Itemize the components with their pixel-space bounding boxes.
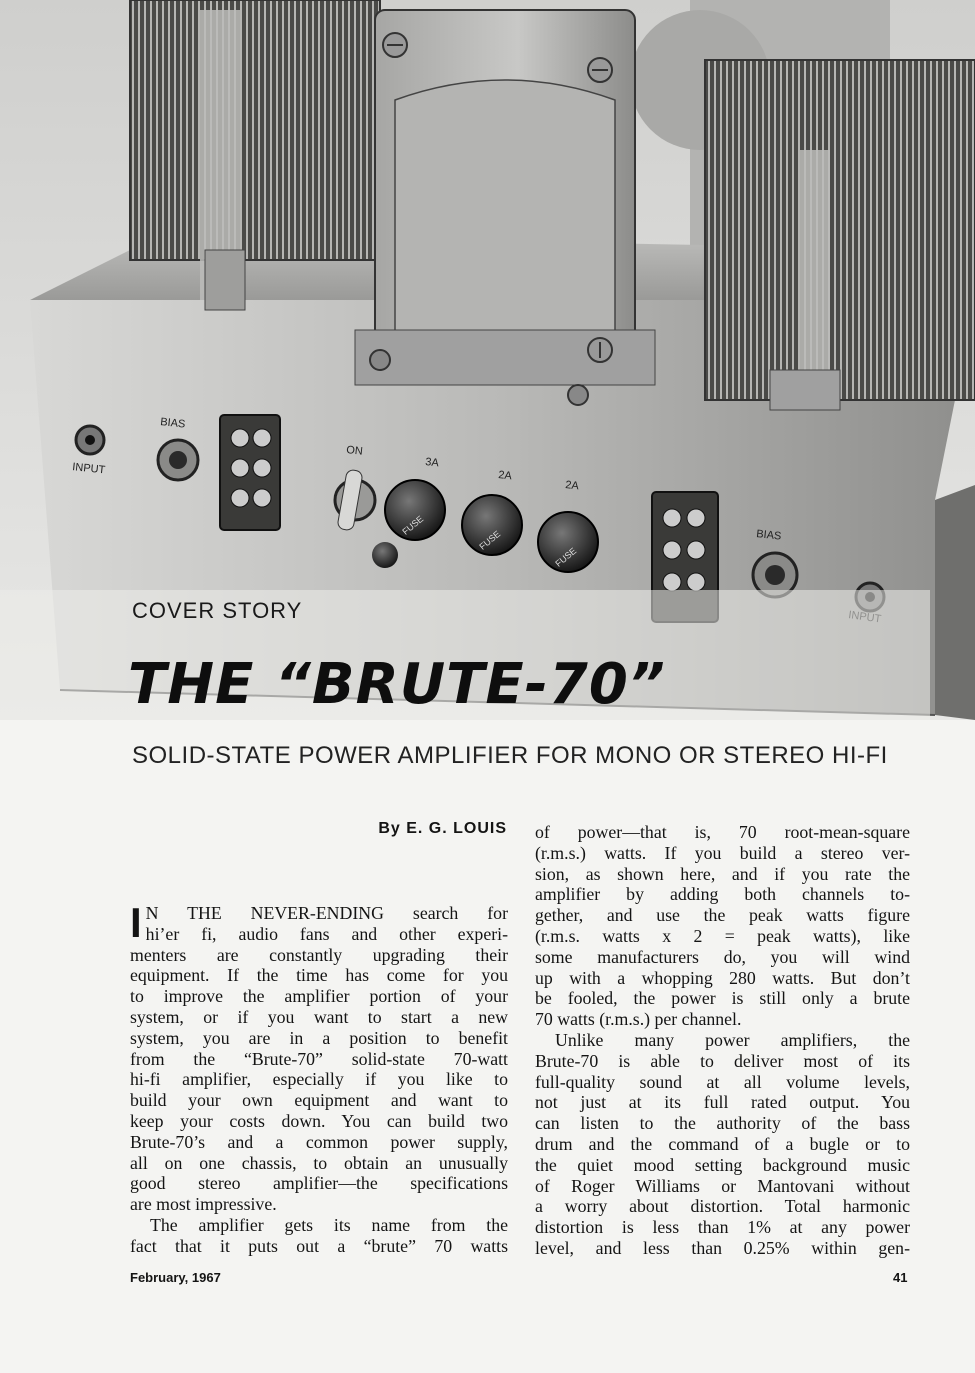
headline: THE “BRUTE-70” (128, 652, 666, 717)
label-fuse1-rating: 3A (424, 456, 440, 470)
article-column-2 (535, 822, 910, 1259)
text-line: up with a whopping 280 watts. But don’t (535, 967, 910, 988)
text-line: be fooled, the power is still only a brute (535, 988, 910, 1009)
text-line: of power—that is, 70 root-mean-square (535, 822, 910, 842)
text-line: build your own equipment and want to (130, 1090, 508, 1111)
text-line: 70 watts (r.m.s.) per channel. (535, 1009, 742, 1030)
pilot-lamp (372, 542, 398, 568)
text-line: sion, as shown here, and if you rate the (535, 863, 910, 884)
drop-cap: I (130, 899, 142, 946)
text-line: keep your costs down. You can build two (130, 1110, 508, 1131)
issue-date: February, 1967 (130, 1270, 221, 1285)
text-line: menters are constantly upgrading their (130, 944, 508, 965)
text-line: all on one chassis, to obtain an unusually (130, 1152, 508, 1173)
text-line: good stereo amplifier—the specifications (130, 1173, 508, 1194)
byline: By E. G. LOUIS (378, 820, 507, 837)
text-line: system, or if you want to start a new (130, 1006, 508, 1027)
label-fuse2-rating: 2A (497, 469, 513, 483)
text-line: Brute-70’s and a common power supply, (130, 1131, 508, 1152)
text-line: equipment. If the time has come for you (130, 965, 508, 986)
text-line: system, you are in a position to benefit (130, 1027, 508, 1048)
text-line: hi’er fi, audio fans and other experi- (145, 923, 508, 944)
deck: SOLID-STATE POWER AMPLIFIER FOR MONO OR STEREO HI-FI (132, 742, 888, 769)
label-fuse3-rating: 2A (564, 479, 580, 493)
fuse-cap-label-1: FUSE (400, 513, 426, 537)
text-line: some manufacturers do, you will wind (535, 946, 910, 967)
text-line: amplifier by adding both channels to- (535, 884, 910, 905)
text-line: distortion is less than 1% at any power (535, 1217, 910, 1238)
text-line: to improve the amplifier portion of your (130, 986, 508, 1007)
text-line: gether, and use the peak watts figure (535, 905, 910, 926)
text-line: level, and less than 0.25% within gen- (535, 1237, 910, 1258)
text-line: from the “Brute-70” solid-state 70-watt (130, 1048, 508, 1069)
text-line: (r.m.s. watts x 2 = peak watts), like (535, 925, 910, 946)
text-line: (r.m.s.) watts. If you build a stereo ver- (535, 842, 910, 863)
label-bias-left: BIAS (159, 416, 186, 431)
text-line: the quiet mood setting background music (535, 1154, 910, 1175)
text-line: are most impressive. (130, 1194, 277, 1215)
label-input-left: INPUT (71, 461, 106, 477)
fuse-holder-3 (538, 512, 598, 572)
fuse-cap-label-2: FUSE (477, 528, 503, 552)
text-line: not just at its full rated output. You (535, 1092, 910, 1113)
fuse-cap-label-3: FUSE (553, 545, 579, 569)
terminal-strip-left (220, 415, 280, 530)
right-heat-sink (705, 60, 975, 400)
page-number: 41 (893, 1270, 908, 1285)
text-line: a worry about distortion. Total harmonic (535, 1196, 910, 1217)
label-bias-right: BIAS (755, 528, 782, 543)
fuse-holder-1 (385, 480, 445, 540)
transformer (355, 10, 655, 405)
text-line: drum and the command of a bugle or to (535, 1133, 910, 1154)
kicker: COVER STORY (132, 598, 303, 623)
text-line: of Roger Williams or Mantovani without (535, 1175, 910, 1196)
text-line: hi-fi amplifier, especially if you like to (130, 1069, 508, 1090)
article-column-1 (130, 899, 508, 1257)
text-line: can listen to the authority of the bass (535, 1113, 910, 1134)
text-line: Brute-70 is able to deliver most of its (535, 1050, 910, 1071)
text-line: N THE NEVER-ENDING search for (145, 903, 508, 923)
text-line: The amplifier gets its name from the (150, 1214, 508, 1235)
left-heat-sink (130, 0, 380, 260)
text-line: fact that it puts out a “brute” 70 watts (130, 1235, 508, 1256)
fuse-holder-2 (462, 495, 522, 555)
text-line: full-quality sound at all volume levels, (535, 1071, 910, 1092)
text-line: Unlike many power amplifiers, the (555, 1029, 910, 1050)
label-on: ON (345, 444, 364, 458)
